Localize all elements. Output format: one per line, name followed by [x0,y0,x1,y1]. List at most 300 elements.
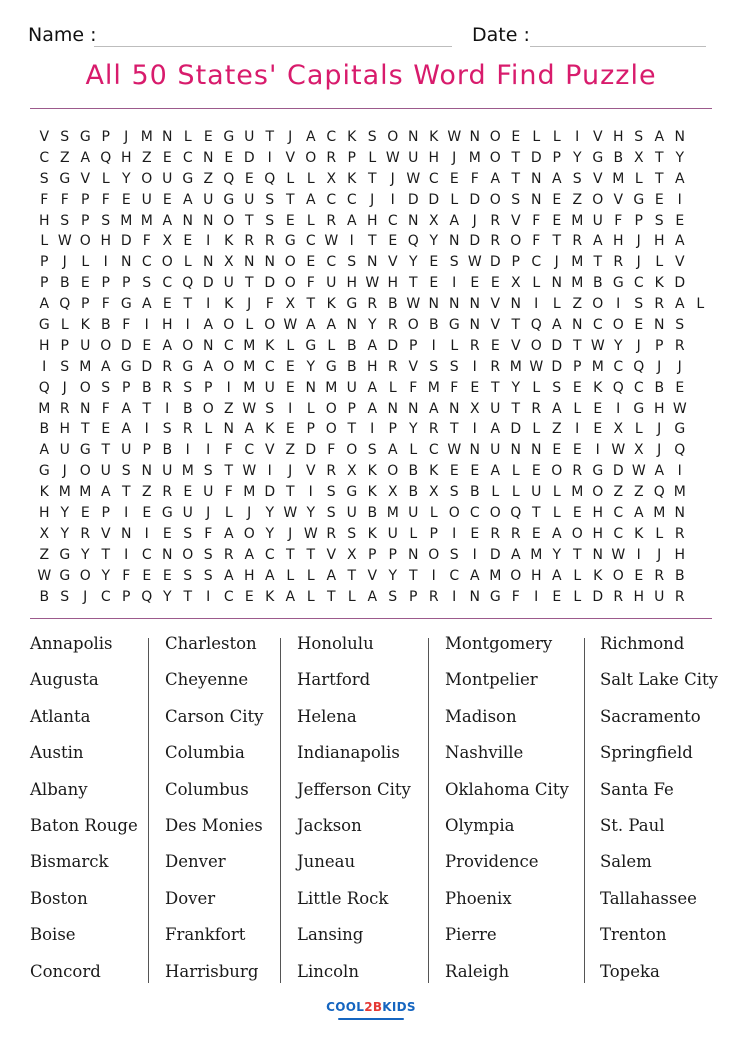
grid-letter: P [40,254,49,271]
grid-letter: Q [141,588,153,605]
grid-letter: R [428,421,439,438]
grid-letter: O [387,463,399,480]
grid-letter: I [206,442,211,459]
grid-letter: T [511,317,521,334]
word-item: Baton Rouge [30,815,138,835]
grid-letter: R [490,358,501,375]
word-item: Carson City [165,706,264,726]
grid-letter: X [162,233,173,250]
grid-letter: B [387,296,398,313]
grid-letter: L [368,149,377,166]
grid-letter: E [572,505,582,522]
grid-letter: X [510,275,521,292]
grid-letter: T [408,567,418,584]
grid-letter: J [124,129,129,145]
grid-letter: M [38,400,51,417]
grid-letter: K [429,463,439,480]
grid-letter: G [79,442,91,459]
grid-letter: I [616,400,621,417]
word-item: Frankfort [165,925,246,945]
grid-letter: A [162,212,173,229]
grid-letter: N [408,212,419,229]
grid-letter: T [593,254,603,271]
grid-letter: O [79,463,91,480]
grid-letter: R [510,525,521,542]
grid-letter: E [162,525,172,542]
word-item: Salem [600,852,652,872]
grid-letter: B [367,505,378,522]
grid-letter: I [472,421,477,438]
grid-letter: A [162,337,173,354]
grid-letter: I [42,358,47,375]
grid-letter: O [612,317,624,334]
grid-letter: F [101,296,110,313]
grid-letter: N [162,546,173,563]
grid-letter: Y [306,358,316,375]
grid-letter: P [122,588,131,605]
grid-letter: Y [121,170,131,187]
grid-letter: O [284,254,296,271]
grid-letter: T [572,546,582,563]
grid-letter: Q [182,275,194,292]
puzzle-title: All 50 States' Capitals Word Find Puzzle [85,60,657,91]
grid-letter: A [367,400,378,417]
grid-letter: P [409,337,418,354]
grid-letter: S [347,525,357,542]
grid-letter: V [674,254,685,271]
grid-letter: M [509,358,522,375]
grid-letter: O [182,337,194,354]
grid-letter: R [490,233,501,250]
grid-letter: T [511,149,521,166]
grid-letter: A [633,505,644,522]
grid-letter: W [324,233,339,250]
grid-row [34,336,711,357]
word-item: Oklahoma City [445,779,569,799]
grid-letter: U [223,275,234,292]
grid-letter: G [633,191,645,208]
grid-letter: R [223,546,234,563]
grid-letter: I [349,233,354,250]
grid-letter: F [306,275,315,292]
grid-row [34,482,711,503]
grid-letter: W [303,525,318,542]
grid-letter: V [490,296,501,313]
grid-letter: Z [141,484,152,501]
grid-letter: E [142,505,152,522]
grid-letter: A [326,317,337,334]
grid-letter: A [367,588,378,605]
grid-letter: K [367,525,377,542]
grid-letter: T [244,212,254,229]
grid-row [34,357,711,378]
grid-letter: G [448,317,460,334]
grid-letter: G [120,296,132,313]
grid-letter: U [346,505,357,522]
grid-letter: T [347,421,357,438]
grid-letter: A [551,525,562,542]
grid-letter: K [367,484,377,501]
grid-letter: F [204,525,213,542]
grid-letter: X [633,442,644,459]
grid-letter: R [367,296,378,313]
grid-letter: U [244,129,255,145]
grid-letter: A [203,317,214,334]
grid-letter: K [593,567,603,584]
grid-letter: I [534,296,539,313]
grid-letter: I [677,463,682,480]
grid-letter: C [223,337,234,354]
grid-letter: L [306,400,315,417]
grid-letter: L [60,317,69,334]
grid-letter: F [450,379,459,396]
grid-letter: N [408,400,419,417]
grid-letter: L [450,337,459,354]
grid-letter: Y [429,233,439,250]
grid-letter: B [346,337,357,354]
grid-letter: D [592,588,604,605]
grid-letter: S [326,505,336,522]
grid-letter: H [59,421,71,438]
grid-letter: F [122,567,131,584]
word-item: Indianapolis [297,743,400,763]
grid-letter: T [244,275,254,292]
grid-letter: Y [60,505,70,522]
grid-letter: S [60,358,70,375]
grid-letter: M [673,484,686,501]
grid-letter: X [346,546,357,563]
grid-letter: K [367,463,377,480]
grid-letter: J [554,254,559,271]
grid-letter: S [60,212,70,229]
grid-letter: L [306,567,315,584]
grid-letter: O [79,233,91,250]
grid-letter: A [141,296,152,313]
grid-letter: N [531,191,542,208]
grid-letter: Z [572,296,583,313]
grid-letter: E [429,275,439,292]
grid-letter: V [510,212,521,229]
grid-letter: Q [100,149,112,166]
grid-letter: S [675,317,685,334]
grid-letter: D [510,421,522,438]
grid-letter: I [390,191,395,208]
grid-letter: E [244,170,254,187]
grid-letter: C [633,379,644,396]
word-item: Montgomery [445,634,553,653]
grid-letter: L [224,505,233,522]
grid-letter: O [489,149,501,166]
grid-letter: J [472,212,477,229]
grid-letter: N [203,212,214,229]
grid-letter: M [530,546,543,563]
grid-letter: N [203,254,214,271]
grid-letter: D [120,337,132,354]
grid-letter: L [634,421,643,438]
grid-letter: M [140,129,153,145]
grid-letter: E [531,525,541,542]
grid-letter: R [326,463,337,480]
grid-letter: I [472,546,477,563]
grid-letter: M [571,275,584,292]
grid-letter: Q [674,442,686,459]
grid-letter: R [613,588,624,605]
grid-letter: S [449,254,459,271]
grid-letter: X [469,400,480,417]
grid-letter: A [244,546,255,563]
grid-letter: E [552,588,562,605]
grid-letter: L [101,170,110,187]
grid-letter: R [59,400,70,417]
grid-letter: N [654,317,665,334]
grid-letter: R [244,233,255,250]
grid-letter: O [79,567,91,584]
grid-letter: O [428,546,440,563]
grid-letter: Y [265,525,275,542]
grid-letter: G [612,275,624,292]
grid-letter: O [592,296,604,313]
grid-letter: J [390,170,395,187]
grid-letter: V [408,358,419,375]
grid-letter: T [183,296,193,313]
grid-letter: W [406,296,421,313]
grid-letter: D [243,149,255,166]
grid-letter: R [80,525,91,542]
grid-letter: V [39,129,50,145]
grid-letter: A [80,149,91,166]
grid-letter: W [283,317,298,334]
grid-letter: X [428,484,439,501]
grid-letter: M [571,212,584,229]
grid-letter: I [124,546,129,563]
grid-letter: A [592,233,603,250]
grid-letter: G [592,463,604,480]
grid-letter: D [387,337,399,354]
grid-row [34,211,711,232]
grid-letter: O [530,337,542,354]
grid-letter: T [80,421,90,438]
grid-row [34,503,711,524]
grid-letter: L [552,505,561,522]
grid-letter: U [387,525,398,542]
grid-letter: Y [408,421,418,438]
grid-letter: C [592,317,603,334]
grid-letter: L [532,379,541,396]
grid-letter: G [161,505,173,522]
grid-row [34,399,711,420]
grid-letter: C [469,505,480,522]
grid-letter: E [285,212,295,229]
grid-letter: L [409,442,418,459]
grid-letter: S [142,275,152,292]
grid-letter: U [408,505,419,522]
grid-letter: W [529,358,544,375]
grid-letter: N [244,254,255,271]
grid-letter: E [244,588,254,605]
grid-letter: F [470,170,479,187]
word-column [165,632,263,996]
grid-letter: P [552,149,561,166]
grid-letter: L [655,254,664,271]
grid-letter: A [674,170,685,187]
grid-letter: O [223,358,235,375]
grid-letter: P [429,525,438,542]
grid-letter: D [489,546,501,563]
grid-letter: N [551,275,562,292]
grid-letter: W [447,442,462,459]
grid-letter: H [592,525,604,542]
grid-letter: S [265,191,275,208]
grid-letter: G [674,421,686,438]
grid-row [34,231,711,252]
grid-letter: G [325,358,337,375]
grid-letter: C [613,358,624,375]
word-item: Boston [30,888,88,908]
grid-letter: H [653,233,665,250]
grid-letter: N [531,442,542,459]
grid-letter: M [140,212,153,229]
word-item: Cheyenne [165,670,249,690]
grid-letter: H [530,567,542,584]
grid-letter: E [388,233,398,250]
grid-letter: H [366,358,378,375]
grid-letter: F [224,484,233,501]
grid-letter: D [202,275,214,292]
grid-letter: N [387,400,398,417]
grid-letter: L [204,421,213,438]
grid-letter: M [468,149,481,166]
grid-letter: Y [80,546,90,563]
grid-letter: E [80,275,90,292]
grid-letter: Y [511,379,521,396]
grid-letter: L [634,170,643,187]
grid-letter: T [265,129,275,145]
grid-letter: U [121,442,132,459]
grid-letter: A [469,567,480,584]
grid-letter: J [83,588,88,605]
grid-letter: O [79,379,91,396]
grid-letter: A [305,191,316,208]
grid-letter: J [657,442,662,459]
grid-letter: H [38,505,50,522]
grid-letter: T [121,484,131,501]
grid-letter: M [243,358,256,375]
grid-letter: L [286,567,295,584]
grid-letter: E [675,212,685,229]
grid-letter: O [141,170,153,187]
grid-letter: L [306,170,315,187]
grid-letter: F [142,233,151,250]
grid-letter: L [286,170,295,187]
grid-letter: P [347,149,356,166]
grid-letter: U [346,379,357,396]
grid-letter: I [431,567,436,584]
grid-letter: Y [60,525,70,542]
word-item: Lincoln [297,961,359,981]
word-item: Raleigh [445,961,510,981]
grid-letter: U [100,463,111,480]
word-column [600,632,718,996]
grid-letter: A [674,296,685,313]
grid-letter: E [142,337,152,354]
grid-letter: C [428,170,439,187]
grid-letter: U [162,463,173,480]
grid-letter: K [224,296,234,313]
grid-letter: F [122,317,131,334]
grid-letter: C [182,149,193,166]
grid-letter: N [469,129,480,145]
grid-letter: A [244,421,255,438]
grid-letter: Q [510,505,522,522]
grid-letter: B [469,484,480,501]
grid-letter: T [654,170,664,187]
grid-letter: S [203,567,213,584]
name-label: Name : [28,24,97,46]
grid-letter: P [122,379,131,396]
grid-letter: M [653,505,666,522]
grid-letter: G [305,337,317,354]
word-item: Des Monies [165,815,263,835]
grid-letter: Z [572,191,583,208]
grid-letter: E [572,442,582,459]
grid-letter: W [447,129,462,145]
grid-letter: D [264,484,276,501]
grid-letter: V [613,191,624,208]
grid-letter: I [472,358,477,375]
grid-letter: G [38,317,50,334]
grid-row [34,315,711,336]
grid-letter: Z [39,546,50,563]
grid-letter: I [206,233,211,250]
grid-letter: G [38,463,50,480]
grid-letter: V [592,129,603,145]
grid-letter: G [346,296,358,313]
word-item: Juneau [297,852,356,872]
grid-letter: T [367,233,377,250]
grid-letter: F [532,233,541,250]
grid-letter: V [264,442,275,459]
grid-letter: K [654,275,664,292]
grid-row [34,566,711,587]
grid-letter: P [60,337,69,354]
grid-letter: R [387,358,398,375]
grid-letter: D [612,463,624,480]
grid-letter: Z [285,442,296,459]
grid-letter: X [39,525,50,542]
grid-letter: O [592,191,604,208]
grid-letter: O [551,463,563,480]
grid-letter: T [285,191,295,208]
grid-letter: F [224,442,233,459]
grid-letter: G [79,129,91,145]
grid-letter: X [633,149,644,166]
grid-letter: G [346,484,358,501]
grid-letter: I [144,421,149,438]
grid-letter: R [387,317,398,334]
grid-letter: A [654,129,665,145]
grid-letter: O [571,525,583,542]
grid-letter: E [203,129,213,145]
grid-letter: P [347,400,356,417]
grid-letter: A [203,358,214,375]
grid-letter: S [449,546,459,563]
grid-letter: E [429,254,439,271]
grid-letter: L [183,129,192,145]
grid-letter: Q [59,296,71,313]
grid-letter: C [346,191,357,208]
grid-letter: A [305,129,316,145]
grid-letter: Y [265,505,275,522]
